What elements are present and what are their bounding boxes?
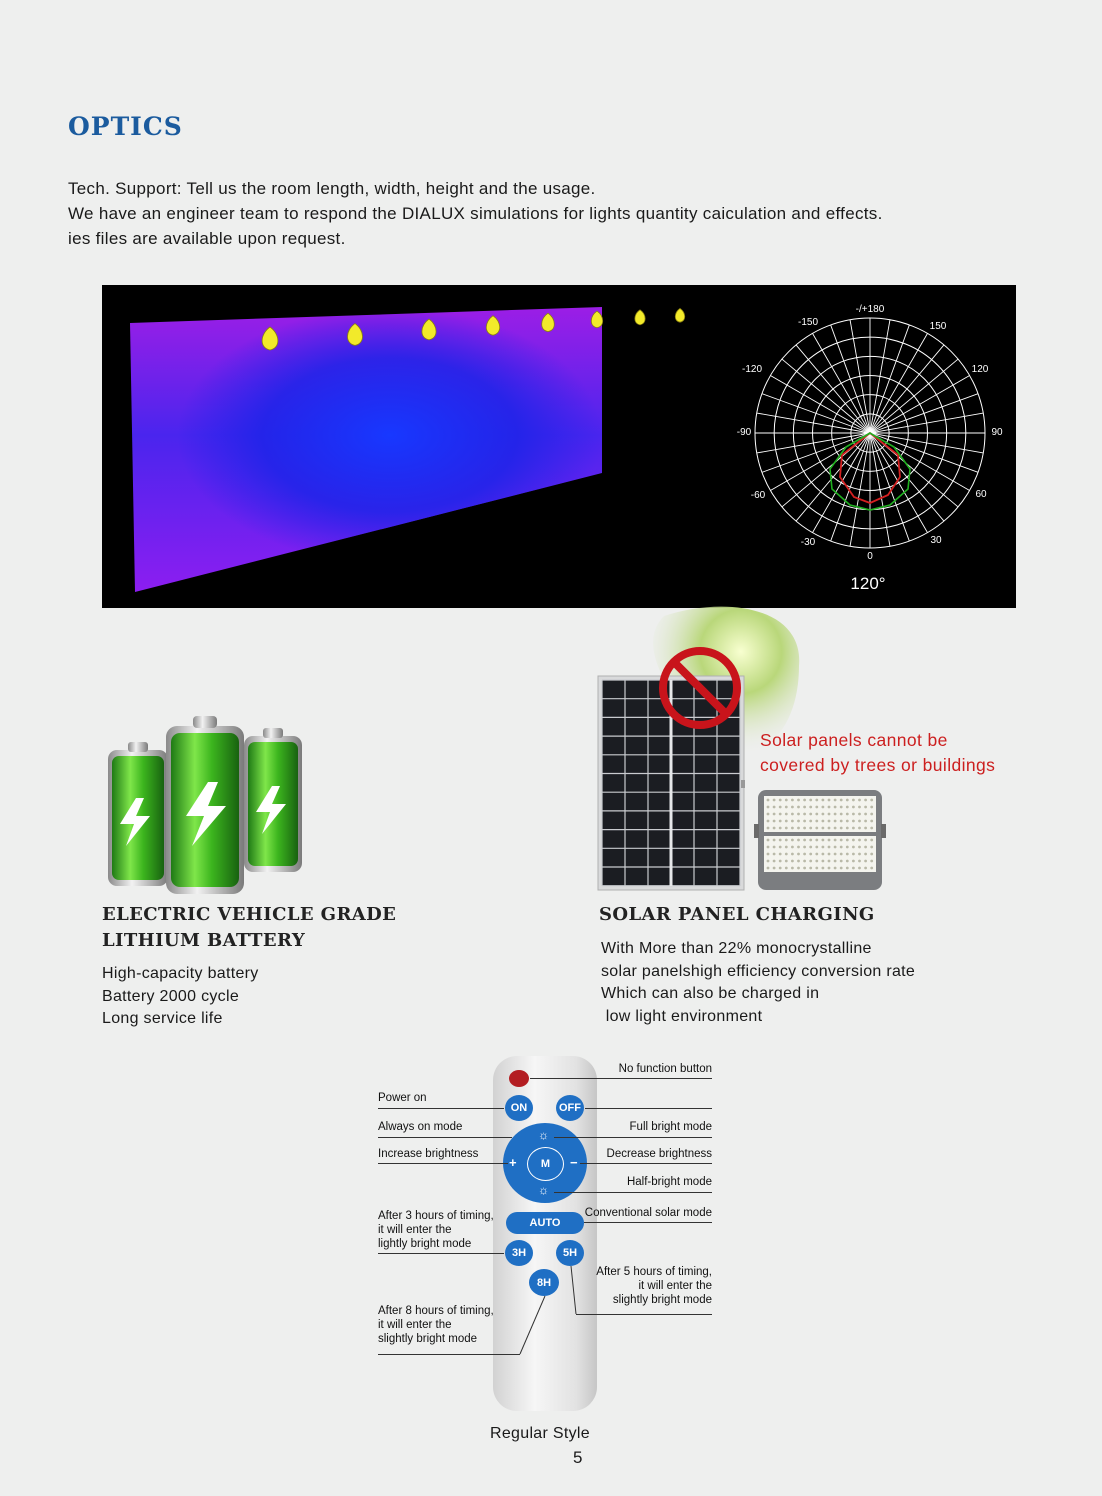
polar-label: -150 — [797, 317, 819, 328]
led-dot — [785, 860, 788, 863]
led-dot — [791, 867, 794, 870]
led-dot — [809, 813, 812, 816]
label-decrease: Decrease brightness — [606, 1148, 712, 1160]
label-no-function: No function button — [618, 1063, 712, 1075]
led-dot — [779, 853, 782, 856]
label-line: slightly bright mode — [378, 1333, 478, 1345]
led-dot — [779, 827, 782, 830]
led-dot — [803, 813, 806, 816]
led-dot — [864, 813, 867, 816]
8h-button[interactable]: 8H — [529, 1269, 559, 1296]
led-dot — [815, 853, 818, 856]
led-dot — [809, 839, 812, 842]
label-line: it will enter the — [378, 1224, 452, 1236]
led-dot — [858, 813, 861, 816]
led-dot — [822, 799, 825, 802]
led-dot — [791, 853, 794, 856]
led-dot — [791, 806, 794, 809]
led-dot — [834, 846, 837, 849]
led-dot — [815, 839, 818, 842]
plus-button[interactable]: + — [509, 1155, 517, 1170]
led-dot — [767, 799, 770, 802]
led-dot — [773, 820, 776, 823]
led-dot — [797, 799, 800, 802]
led-dot — [797, 860, 800, 863]
label-line: After 8 hours of timing, — [378, 1305, 494, 1317]
led-dot — [828, 846, 831, 849]
led-dot — [840, 827, 843, 830]
solar-line: solar panelshigh efficiency conversion rate — [601, 962, 916, 980]
battery-center — [166, 716, 244, 894]
leader-line — [378, 1137, 512, 1138]
led-dot — [767, 820, 770, 823]
auto-button[interactable]: AUTO — [506, 1212, 584, 1234]
leader-line — [378, 1354, 520, 1355]
led-dot — [840, 806, 843, 809]
battery-left — [108, 742, 168, 886]
led-dot — [852, 860, 855, 863]
led-dot — [809, 827, 812, 830]
solar-description — [601, 938, 915, 1028]
polar-label: -120 — [741, 364, 763, 375]
minus-button[interactable]: − — [570, 1155, 578, 1170]
led-dot — [773, 827, 776, 830]
led-dot — [822, 860, 825, 863]
polar-label: 60 — [975, 489, 987, 500]
led-dot — [840, 839, 843, 842]
led-dot — [773, 860, 776, 863]
led-dot — [803, 846, 806, 849]
optics-simulation-panel — [102, 285, 1016, 608]
battery-heading — [102, 902, 396, 954]
led-dot — [858, 846, 861, 849]
battery-heading-line: LITHIUM BATTERY — [102, 930, 306, 951]
led-dot — [834, 820, 837, 823]
label-line: it will enter the — [378, 1319, 452, 1331]
led-dot — [834, 867, 837, 870]
polar-label: -/+180 — [855, 304, 885, 315]
led-dot — [834, 853, 837, 856]
5h-button[interactable]: 5H — [556, 1240, 584, 1266]
led-dot — [828, 820, 831, 823]
led-dot — [846, 853, 849, 856]
led-dot — [840, 799, 843, 802]
optics-svg — [102, 285, 1016, 608]
solar-line: Which can also be charged in — [601, 985, 820, 1002]
led-dot — [773, 813, 776, 816]
led-dot — [852, 813, 855, 816]
beam-angle: 120° — [850, 574, 886, 593]
led-dot — [785, 827, 788, 830]
led-dot — [864, 853, 867, 856]
led-dot — [852, 839, 855, 842]
led-dot — [791, 813, 794, 816]
led-dot — [809, 867, 812, 870]
led-dot — [767, 860, 770, 863]
battery-description — [102, 963, 259, 1031]
led-dot — [815, 846, 818, 849]
led-dot — [828, 867, 831, 870]
intro-line: Tech. Support: Tell us the room length, width, height and the usage. — [68, 179, 596, 198]
led-dot — [779, 860, 782, 863]
led-dot — [779, 806, 782, 809]
led-dot — [767, 827, 770, 830]
label-line: it will enter the — [638, 1280, 712, 1292]
led-dot — [858, 867, 861, 870]
led-dot — [785, 867, 788, 870]
led-dot — [809, 806, 812, 809]
led-dot — [864, 839, 867, 842]
led-dot — [834, 827, 837, 830]
led-dot — [840, 853, 843, 856]
leader-line — [378, 1108, 504, 1109]
led-dot — [846, 839, 849, 842]
led-dot — [834, 813, 837, 816]
intro-text — [68, 176, 883, 251]
led-dot — [864, 846, 867, 849]
led-dot — [797, 827, 800, 830]
led-dot — [797, 853, 800, 856]
led-dot — [809, 860, 812, 863]
label-after-5h — [596, 1265, 712, 1307]
mode-button[interactable]: M — [527, 1147, 564, 1181]
led-dot — [785, 820, 788, 823]
led-dot — [870, 846, 873, 849]
label-line: lightly bright mode — [378, 1238, 472, 1250]
page-title: OPTICS — [68, 112, 183, 141]
leader-lines-diagonal — [515, 1260, 580, 1360]
led-dot — [767, 846, 770, 849]
led-dot — [852, 820, 855, 823]
led-dot — [779, 813, 782, 816]
led-dot — [822, 827, 825, 830]
led-dot — [828, 827, 831, 830]
led-dot — [858, 853, 861, 856]
led-dot — [864, 827, 867, 830]
led-dot — [803, 860, 806, 863]
solar-heading: SOLAR PANEL CHARGING — [599, 904, 875, 925]
led-dot — [840, 867, 843, 870]
led-dot — [852, 806, 855, 809]
led-dot — [767, 813, 770, 816]
led-dot — [779, 846, 782, 849]
battery-illustration — [104, 712, 309, 897]
remote-caption: Regular Style — [490, 1425, 590, 1442]
label-power-on: Power on — [378, 1092, 427, 1104]
warning-line: covered by trees or buildings — [760, 755, 996, 775]
led-dot — [852, 867, 855, 870]
led-dot — [803, 799, 806, 802]
led-dot — [822, 820, 825, 823]
led-dot — [822, 806, 825, 809]
led-dot — [846, 827, 849, 830]
led-dot — [815, 813, 818, 816]
led-dot — [828, 799, 831, 802]
led-dot — [858, 820, 861, 823]
led-dot — [846, 813, 849, 816]
led-dot — [852, 799, 855, 802]
led-dot — [779, 839, 782, 842]
led-dot — [791, 846, 794, 849]
led-dot — [822, 853, 825, 856]
led-dot — [846, 820, 849, 823]
led-dot — [852, 853, 855, 856]
label-line: slightly bright mode — [612, 1294, 712, 1306]
battery-right — [244, 728, 302, 872]
led-dot — [809, 846, 812, 849]
led-dot — [809, 853, 812, 856]
leader-line — [585, 1108, 712, 1109]
led-dot — [828, 813, 831, 816]
led-dot — [828, 839, 831, 842]
led-dot — [870, 806, 873, 809]
polar-label: 120 — [971, 364, 989, 375]
led-dot — [864, 867, 867, 870]
wall-hotspot — [130, 307, 602, 592]
led-dot — [791, 839, 794, 842]
led-dot — [852, 846, 855, 849]
led-dot — [803, 827, 806, 830]
led-dot — [779, 799, 782, 802]
led-dot — [870, 860, 873, 863]
led-dot — [773, 867, 776, 870]
led-dot — [822, 839, 825, 842]
led-dot — [779, 820, 782, 823]
led-dot — [767, 853, 770, 856]
page-number: 5 — [573, 1448, 583, 1467]
led-dot — [834, 860, 837, 863]
led-dot — [852, 827, 855, 830]
led-dot — [803, 853, 806, 856]
led-dot — [797, 820, 800, 823]
led-dot — [791, 820, 794, 823]
battery-line: Long service life — [102, 1010, 223, 1027]
battery-heading-line: ELECTRIC VEHICLE GRADE — [102, 904, 397, 925]
led-dot — [828, 853, 831, 856]
intro-line: ies files are available upon request. — [68, 229, 346, 248]
led-dot — [834, 839, 837, 842]
leader-line — [584, 1222, 712, 1223]
led-dot — [791, 860, 794, 863]
led-dot — [785, 853, 788, 856]
led-dot — [870, 853, 873, 856]
led-dot — [791, 799, 794, 802]
led-dot — [791, 827, 794, 830]
led-dot — [803, 839, 806, 842]
label-line: After 5 hours of timing, — [596, 1266, 712, 1278]
label-half-bright: Half-bright mode — [626, 1176, 712, 1188]
leader-line — [554, 1137, 712, 1138]
led-dot — [858, 799, 861, 802]
led-dot — [767, 806, 770, 809]
led-dot — [840, 860, 843, 863]
polar-label: 0 — [867, 551, 873, 562]
full-bright-sun-icon[interactable]: ☼ — [538, 1128, 549, 1142]
led-dot — [846, 860, 849, 863]
polar-label: 150 — [929, 321, 947, 332]
led-dot — [785, 799, 788, 802]
3h-button[interactable]: 3H — [505, 1240, 533, 1266]
led-dot — [858, 860, 861, 863]
led-dot — [815, 827, 818, 830]
led-dot — [809, 820, 812, 823]
battery-line: High-capacity battery — [102, 965, 259, 982]
led-dot — [846, 806, 849, 809]
led-dot — [797, 813, 800, 816]
led-dot — [864, 860, 867, 863]
led-dot — [773, 806, 776, 809]
on-button[interactable]: ON — [505, 1095, 533, 1121]
led-dot — [797, 806, 800, 809]
led-dot — [846, 867, 849, 870]
led-dot — [858, 806, 861, 809]
led-dot — [773, 846, 776, 849]
led-dot — [822, 867, 825, 870]
led-dot — [840, 820, 843, 823]
led-dot — [828, 806, 831, 809]
label-always-on: Always on mode — [378, 1121, 463, 1133]
warning-line: Solar panels cannot be — [760, 730, 948, 750]
led-dot — [803, 820, 806, 823]
led-dot — [870, 813, 873, 816]
led-dot — [840, 813, 843, 816]
led-dot — [803, 806, 806, 809]
leader-line — [554, 1192, 712, 1193]
polar-label: -60 — [750, 490, 766, 501]
led-dot — [815, 806, 818, 809]
led-dot — [809, 799, 812, 802]
led-dot — [870, 820, 873, 823]
led-dot — [779, 867, 782, 870]
leader-line — [530, 1078, 712, 1079]
led-dot — [785, 806, 788, 809]
leader-line — [378, 1253, 504, 1254]
battery-line: Battery 2000 cycle — [102, 987, 240, 1005]
intro-line: We have an engineer team to respond the DIALUX simulations for lights quantity caiculation and effects. — [68, 204, 883, 223]
flood-light — [754, 790, 886, 890]
label-conventional: Conventional solar mode — [584, 1207, 712, 1219]
label-after-3h — [378, 1209, 494, 1251]
led-dot — [828, 860, 831, 863]
leader-line — [580, 1163, 712, 1164]
led-dot — [797, 839, 800, 842]
half-bright-sun-icon[interactable]: ☼ — [538, 1183, 549, 1197]
label-line: After 3 hours of timing, — [378, 1210, 494, 1222]
luminaire-icon — [675, 308, 684, 322]
led-dot — [846, 846, 849, 849]
led-dot — [834, 806, 837, 809]
polar-label: 30 — [930, 535, 942, 546]
led-dot — [815, 867, 818, 870]
leader-line — [378, 1163, 508, 1164]
led-dot — [822, 813, 825, 816]
led-dot — [846, 799, 849, 802]
led-dot — [870, 867, 873, 870]
solar-warning — [760, 728, 995, 778]
led-dot — [815, 799, 818, 802]
led-dot — [858, 827, 861, 830]
led-dot — [773, 799, 776, 802]
solar-line: low light environment — [601, 1007, 763, 1025]
led-dot — [858, 839, 861, 842]
led-dot — [815, 860, 818, 863]
label-after-8h — [378, 1304, 494, 1346]
label-full-bright: Full bright mode — [629, 1121, 712, 1133]
polar-label: 90 — [991, 427, 1003, 438]
led-dot — [870, 839, 873, 842]
led-dot — [870, 827, 873, 830]
led-dot — [822, 846, 825, 849]
led-dot — [773, 839, 776, 842]
led-dot — [797, 867, 800, 870]
led-dot — [864, 806, 867, 809]
luminaire-icon — [635, 310, 645, 325]
led-dot — [864, 820, 867, 823]
led-dot — [803, 867, 806, 870]
solar-line: With More than 22% monocrystalline — [601, 940, 872, 957]
led-dot — [815, 820, 818, 823]
polar-label: -90 — [736, 427, 752, 438]
led-dot — [785, 839, 788, 842]
no-function-button[interactable] — [509, 1070, 529, 1087]
led-dot — [797, 846, 800, 849]
polar-label: -30 — [800, 537, 816, 548]
led-dot — [870, 799, 873, 802]
led-dot — [834, 799, 837, 802]
label-increase: Increase brightness — [378, 1148, 479, 1160]
off-button[interactable]: OFF — [556, 1095, 584, 1121]
led-dot — [773, 853, 776, 856]
led-dot — [785, 813, 788, 816]
led-dot — [785, 846, 788, 849]
led-dot — [767, 839, 770, 842]
led-dot — [767, 867, 770, 870]
led-dot — [864, 799, 867, 802]
leader-line — [576, 1314, 712, 1315]
led-dot — [840, 846, 843, 849]
